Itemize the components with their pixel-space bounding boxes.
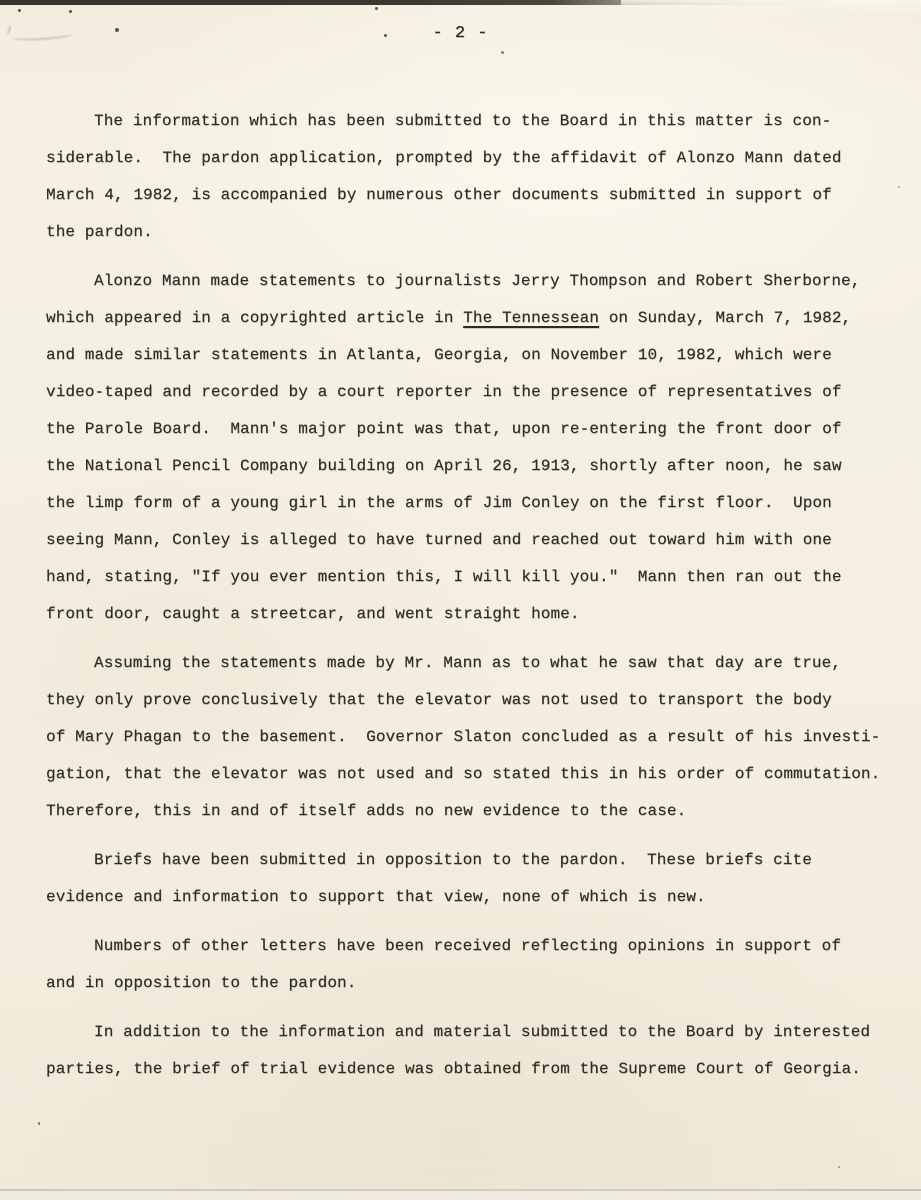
paragraph-6 xyxy=(46,1014,887,1088)
paragraph-1 xyxy=(46,103,887,251)
paragraph-4 xyxy=(46,842,887,916)
paragraph-5 xyxy=(46,928,887,1002)
scan-speck xyxy=(375,7,378,10)
text-line: Alonzo Mann made statements to journalists Jerry Thompson and Robert Sherborne, xyxy=(94,272,861,290)
text-line: Briefs have been submitted in opposition to the pardon. These briefs cite xyxy=(94,851,812,869)
text-line: The information which has been submitted to the Board in this matter is con- xyxy=(94,112,832,130)
paragraph-3 xyxy=(46,645,887,830)
scan-speck xyxy=(38,1122,40,1125)
text-line: and made similar statements in Atlanta, Georgia, on November 10, 1982, which were xyxy=(46,346,832,364)
text-line: In addition to the information and material submitted to the Board by interested xyxy=(94,1023,871,1041)
page-number: - 2 - xyxy=(432,24,489,43)
text-line: hand, stating, "If you ever mention this, I will kill you." Mann then ran out the xyxy=(46,568,842,586)
text-line: the limp form of a young girl in the arms of Jim Conley on the first floor. Upon xyxy=(46,494,832,512)
scan-speck xyxy=(69,10,72,13)
text-line: the Parole Board. Mann's major point was that, upon re-entering the front door of xyxy=(46,420,842,438)
text-line: gation, that the elevator was not used and so stated this in his order of commutation. xyxy=(46,765,881,783)
text-line: Therefore, this in and of itself adds no new evidence to the case. xyxy=(46,802,687,820)
text-line: evidence and information to support that view, none of which is new. xyxy=(46,888,706,906)
paragraph-2 xyxy=(46,263,887,633)
text-line: and in opposition to the pardon. xyxy=(46,974,357,992)
text-segment: on Sunday, March 7, 1982, xyxy=(599,309,852,327)
text-line: they only prove conclusively that the elevator was not used to transport the body xyxy=(46,691,832,709)
text-line: siderable. The pardon application, prompted by the affidavit of Alonzo Mann dated xyxy=(46,149,842,167)
text-line: parties, the brief of trial evidence was obtained from the Supreme Court of Georgia. xyxy=(46,1060,861,1078)
underlined-publication-title: The Tennessean xyxy=(463,309,599,327)
document-body xyxy=(46,103,887,1088)
scan-speck xyxy=(898,186,900,188)
scan-speck xyxy=(18,9,21,12)
text-line xyxy=(46,300,887,337)
text-line: Assuming the statements made by Mr. Mann as to what he saw that day are true, xyxy=(94,654,842,672)
text-line: March 4, 1982, is accompanied by numerous other documents submitted in support of xyxy=(46,186,832,204)
paper-edge-top-right xyxy=(621,0,921,14)
scan-margin-bottom xyxy=(0,1191,921,1200)
text-line: of Mary Phagan to the basement. Governor Slaton concluded as a result of his investi- xyxy=(46,728,881,746)
scan-speck xyxy=(838,1166,840,1168)
text-line: Numbers of other letters have been received reflecting opinions in support of xyxy=(94,937,842,955)
text-segment: which appeared in a copyrighted article in xyxy=(46,309,464,327)
text-line: front door, caught a streetcar, and went straight home. xyxy=(46,605,580,623)
text-line: the National Pencil Company building on April 26, 1913, shortly after noon, he saw xyxy=(46,457,842,475)
text-line: the pardon. xyxy=(46,223,153,241)
text-line: video-taped and recorded by a court reporter in the presence of representatives of xyxy=(46,383,842,401)
scan-speck xyxy=(501,51,504,54)
text-line: seeing Mann, Conley is alleged to have turned and reached out toward him with one xyxy=(46,531,832,549)
